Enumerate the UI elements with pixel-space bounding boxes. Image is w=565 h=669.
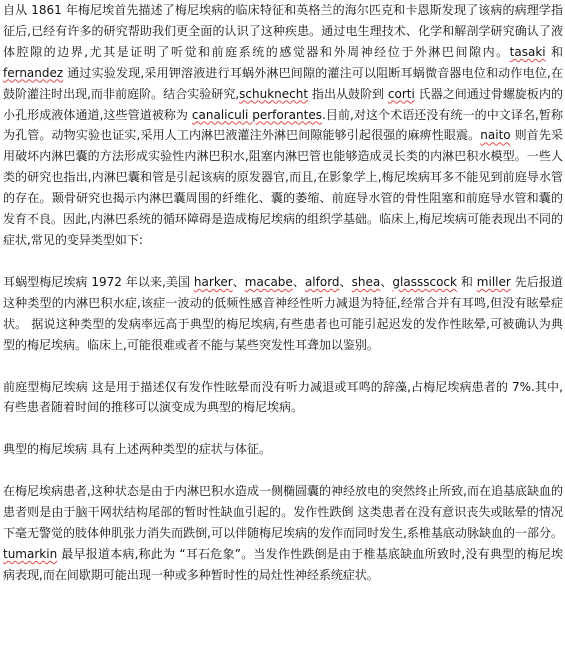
- text-run: 、: [292, 274, 305, 289]
- text-run: 典型的梅尼埃病 具有上述两种类型的症状与体征。: [3, 442, 271, 457]
- text-run: 指出从鼓阶到: [308, 86, 388, 101]
- paragraph-intro: [3, 0, 563, 251]
- text-run: .目前,对这个术语还没有统一的中文译名,暂称为孔管。动物实验也证实,采用人工内淋巴液灌注外淋巴间隙能够引起很强的麻痹性眼震。: [3, 107, 563, 143]
- paragraph-gap: [3, 356, 563, 377]
- paragraph-vestibular-type: [3, 377, 563, 419]
- text-run: 在梅尼埃病患者,这种状态是由于内淋巴积水造成一侧椭圆囊的神经放电的突然终止所致,而在追基底缺血的患者则是由于脑干网状结构尾部的暂时性缺血引起的。发作性跌倒 这类患者在没有意识丧失或眩晕的情况下毫无警觉的肢体伸肌张力消失而跌倒,可以伴随梅尼埃病的发作而同时发生,系椎基底动脉缺血的一部分。: [3, 484, 563, 541]
- paragraph-cochlear-type: [3, 272, 563, 356]
- paragraph-patients: [3, 481, 563, 586]
- text-run: 自从 1861 年梅尼埃首先描述了梅尼埃病的临床特征和英格兰的海尔匹克和卡恩斯发现了该病的病理学指征后,已经有许多的研究帮助我们更全面的认识了这种疾患。通过电生理技术、化学和解剖学研究确认了液体腔隙的边界,尤其是证明了听觉和前庭系统的感觉器和外周神经位于外淋巴间隙内。: [3, 3, 563, 59]
- text-run: 耳蜗型梅尼埃病 1972 年以来,美国: [3, 274, 194, 289]
- text-run: 氏器之间通过骨螺旋板内的小孔形成液体通道,这些管道被称为: [3, 86, 563, 122]
- text-run: 最早报道本病,称此为 “耳石危象”。当发作性跌倒是由于椎基底缺血所致时,没有典型的梅尼埃病表现,而在间歇期可能出现一种或多种暂时性的局灶性神经系统症状。: [3, 546, 563, 582]
- spellcheck-flagged-word: canaliculi perforantes: [191, 107, 322, 122]
- spellcheck-flagged-word: macabe: [244, 274, 293, 289]
- text-run: 和: [545, 44, 563, 59]
- text-run: 前庭型梅尼埃病 这是用于描述仅有发作性眩晕而没有听力减退或耳鸣的辞藻,占梅尼埃病患者的 7%.其中,有些患者随着时间的推移可以演变成为典型的梅尼埃病。: [3, 379, 563, 415]
- spellcheck-flagged-word: tumarkin: [3, 546, 58, 561]
- text-run: 、: [232, 274, 245, 289]
- text-run: 通过实验发现,采用钾溶液进行耳蜗外淋巴间隙的灌注可以阻断耳蜗微音器电位和动作电位,在鼓阶灌注时出现,而非前庭阶。结合实验研究,: [3, 65, 563, 101]
- spellcheck-flagged-word: tasaki: [509, 44, 546, 59]
- spellcheck-flagged-word: schuknecht: [239, 86, 309, 101]
- spellcheck-flagged-word: alford: [304, 274, 340, 289]
- paragraph-gap: [3, 460, 563, 481]
- spellcheck-flagged-word: miller: [476, 274, 511, 289]
- text-run: 先后报道这种类型的内淋巴积水症,该症一波动的低频性感音神经性听力减退为特征,经常合并有耳鸣,但没有眩晕症状。 据说这种类型的发病率远高于典型的梅尼埃病,有些患者也可能引起迟发的发作性眩晕,可被确认为典型的梅尼埃病。临床上,可能很难或者不能与某些突发性耳聋加以鉴别。: [3, 274, 563, 352]
- text-run: 则首先采用破坏内淋巴囊的方法形成实验性内淋巴积水,阻塞内淋巴管也能够造成灵长类的内淋巴积水模型。一些人类的研究也指出,内淋巴囊和管是引起该病的原发器官,而且,在影象学上,梅尼埃病耳多不能见到前庭导水管的存在。颞骨研究也揭示内淋巴囊周围的纤维化、囊的萎缩、前庭导水管的骨性阻塞和前庭导水管和囊的发育不良。因此,内淋巴系统的循环障碍是造成梅尼埃病的组织学基础。临床上,梅尼埃病可能表现出不同的症状,常见的变异类型如下:: [3, 128, 563, 247]
- spellcheck-flagged-word: corti: [387, 86, 415, 101]
- spellcheck-flagged-word: fernandez: [3, 65, 64, 80]
- text-run: 和: [456, 274, 477, 289]
- paragraph-typical-type: [3, 439, 563, 460]
- text-run: 、: [339, 274, 352, 289]
- paragraph-gap: [3, 251, 563, 272]
- spellcheck-flagged-word: shea: [351, 274, 381, 289]
- spellcheck-flagged-word: harker: [193, 274, 233, 289]
- spellcheck-flagged-word: glassscock: [392, 274, 457, 289]
- text-run: 、: [380, 274, 393, 289]
- paragraph-gap: [3, 418, 563, 439]
- spellcheck-flagged-word: naito: [480, 128, 511, 143]
